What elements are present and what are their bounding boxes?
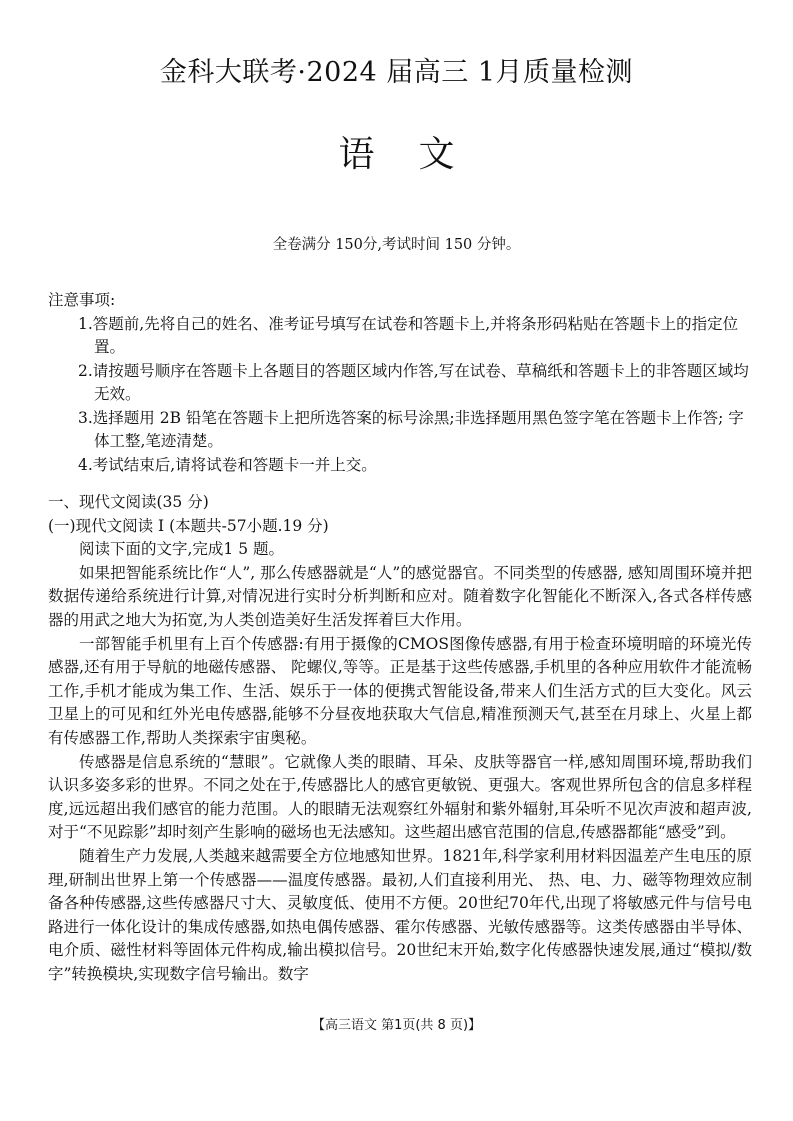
score-time-line: 全卷满分 150分,考试时间 150 分钟。 — [272, 237, 521, 253]
notice-item: 3.选择题用 2B 铅笔在答题卡上把所选答案的标号涂黑;非选择题用黑色签字笔在答题卡上作答; 字体工整,笔迹清楚。 — [78, 408, 744, 450]
notice-item: 4.考试结束后,请将试卷和答题卡一并上交。 — [78, 455, 377, 474]
subject-heading — [0, 126, 793, 177]
exam-title: 金科大联考·2024 届高三 1月质量检测 — [159, 57, 634, 88]
reading-section — [48, 491, 752, 986]
passage-paragraph: 如果把智能系统比作“人”, 那么传感器就是“人”的感觉器官。不同类型的传感器, 感知周围环境并把数据传递给系统进行计算,对情况进行实时分析判断和应对。随着数字化智能化不断深入,各式各样传感器的用武之地大为拓宽,为人类创造美好生活发挥着巨大作用。 — [48, 563, 752, 629]
passage-paragraph: 一部智能手机里有上百个传感器:有用于摄像的CMOS图像传感器,有用于检查环境明暗的环境光传感器,还有用于导航的地磁传感器、 陀螺仪,等等。正是基于这些传感器,手机里的各种应用软件才能流畅工作,手机才能成为集工作、生活、娱乐于一体的便携式智能设备,带来人们生活方式的巨大变化。风云卫星上的可见和红外光电传感器,能够不分昼夜地获取大气信息,精准预测天气,甚至在月球上、火星上都有传感器工作,帮助人类探索宇宙奥秘。 — [48, 634, 752, 747]
reading-instruction: 阅读下面的文字,完成1 5 题。 — [79, 540, 285, 559]
section-title: 一、现代文阅读(35 分) — [48, 493, 209, 511]
notice-item: 2.请按题号顺序在答题卡上各题目的答题区域内作答,写在试卷、草稿纸和答题卡上的非答题区域均无效。 — [78, 361, 749, 403]
subject-char-1: 语 — [338, 134, 375, 175]
subsection-title: (一)现代文阅读 Ⅰ (本题共-57小题.19 分) — [48, 516, 329, 535]
passage-paragraph: 随着生产力发展,人类越来越需要全方位地感知世界。1821年,科学家利用材料因温差产生电压的原理,研制出世界上第一个传感器——温度传感器。最初,人们直接利用光、 热、电、力、磁等物理效应制备各种传感器,这些传感器尺寸大、灵敏度低、使用不方便。20世纪70年代,出现了将敏感元件与信号电路进行一体化设计的集成传感器,如热电偶传感器、霍尔传感器、光敏传感器等。这类传感器由半导体、 电介质、磁性材料等固体元件构成,输出模拟信号。20世纪末开始,数字化传感器快速发展,通过“模拟/数字”转换模块,实现数字信号输出。数字 — [48, 846, 752, 983]
notice-heading: 注意事项: — [48, 291, 116, 309]
passage-paragraph: 传感器是信息系统的“慧眼”。它就像人类的眼睛、耳朵、皮肤等器官一样,感知周围环境,帮助我们认识多姿多彩的世界。不同之处在于,传感器比人的感官更敏锐、更强大。客观世界所包含的信息多样程度,远远超出我们感官的能力范围。人的眼睛无法观察红外辐射和紫外辐射,耳朵听不见次声波和超声波, 对于“不见踪影”却时刻产生影响的磁场也无法感知。这些超出感官范围的信息,传感器都能“感受”到。 — [48, 752, 752, 842]
subject-char-2: 文 — [418, 134, 455, 175]
page-footer: 【高三语文 第1页(共 8 页)】 — [311, 1018, 482, 1033]
notice-block — [48, 289, 758, 477]
notice-item: 1.答题前,先将自己的姓名、准考证号填写在试卷和答题卡上,并将条形码粘贴在答题卡上的指定位置。 — [78, 314, 739, 356]
